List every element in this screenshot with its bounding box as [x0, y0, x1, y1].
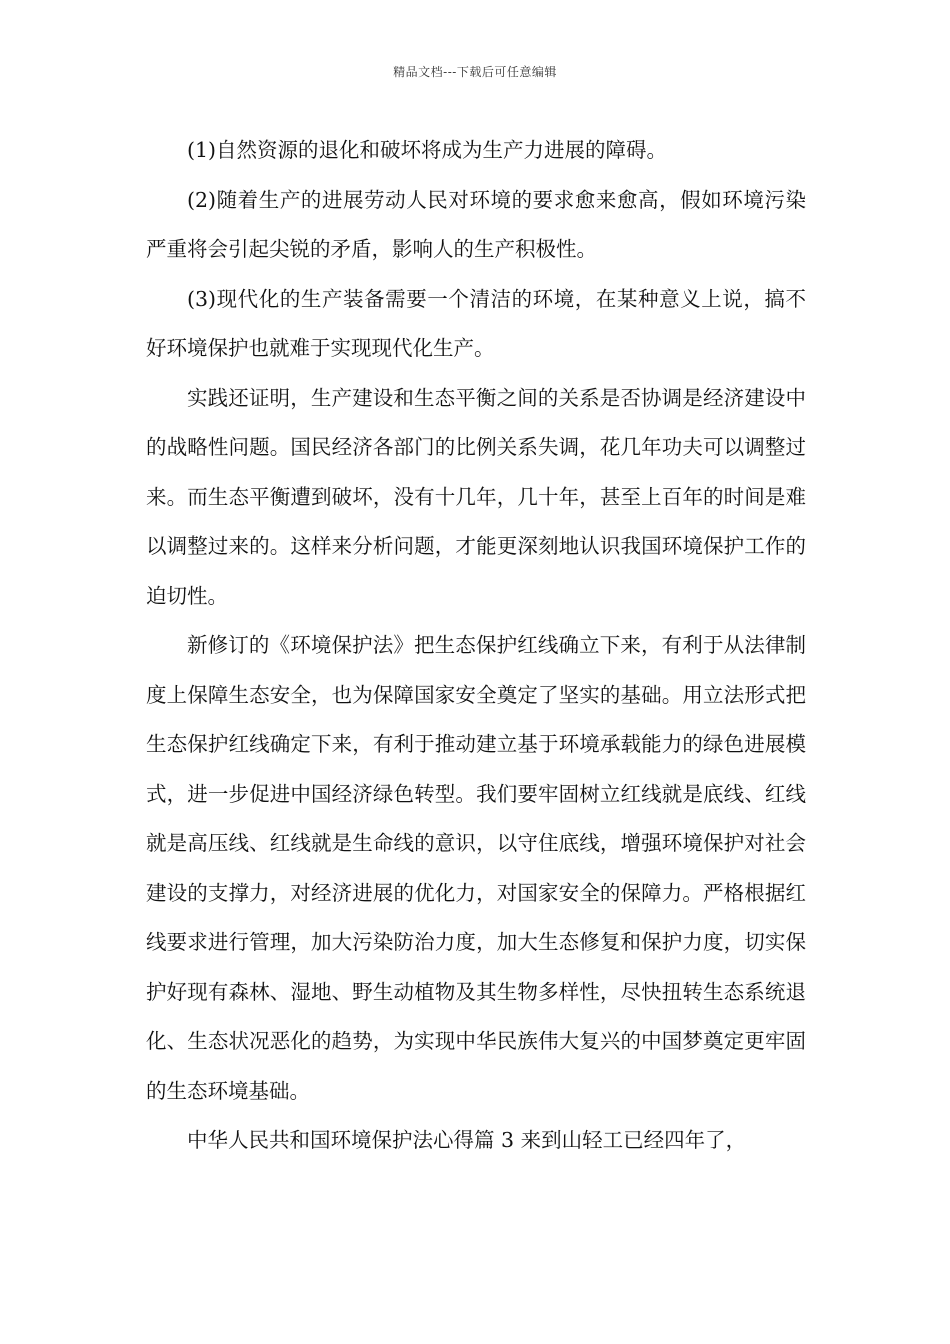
paragraph-6: 中华人民共和国环境保护法心得篇 3 来到山轻工已经四年了，	[187, 1128, 747, 1152]
page-header: 精品文档---下载后可任意编辑	[393, 65, 557, 79]
document-body	[146, 126, 806, 1166]
paragraph-5: 新修订的《环境保护法》把生态保护红线确立下来，有利于从法律制度上保障生态安全，也为保障国家安全奠定了坚实的基础。用立法形式把生态保护红线确定下来，有利于推动建立基于环境承载能力的绿色进展模式，进一步促进中国经济绿色转型。我们要牢固树立红线就是底线、红线就是高压线、红线就是生命线的意识，以守住底线，增强环境保护对社会建设的支撑力，对经济进展的优化力，对国家安全的保障力。严格根据红线要求进行管理，加大污染防治力度，加大生态修复和保护力度，切实保护好现有森林、湿地、野生动植物及其生物多样性，尽快扭转生态系统退化、生态状况恶化的趋势，为实现中华民族伟大复兴的中国梦奠定更牢固的生态环境基础。	[146, 633, 806, 1103]
paragraph-1: (1)自然资源的退化和破坏将成为生产力进展的障碍。	[187, 138, 668, 162]
paragraph-2: (2)随着生产的进展劳动人民对环境的要求愈来愈高，假如环境污染严重将会引起尖锐的矛盾，影响人的生产积极性。	[146, 187, 806, 261]
paragraph-3: (3)现代化的生产装备需要一个清洁的环境，在某种意义上说，搞不好环境保护也就难于实现现代化生产。	[146, 286, 806, 360]
paragraph-4: 实践还证明，生产建设和生态平衡之间的关系是否协调是经济建设中的战略性问题。国民经济各部门的比例关系失调，花几年功夫可以调整过来。而生态平衡遭到破坏，没有十几年，几十年，甚至上百年的时间是难以调整过来的。这样来分析问题，才能更深刻地认识我国环境保护工作的迫切性。	[146, 385, 806, 608]
